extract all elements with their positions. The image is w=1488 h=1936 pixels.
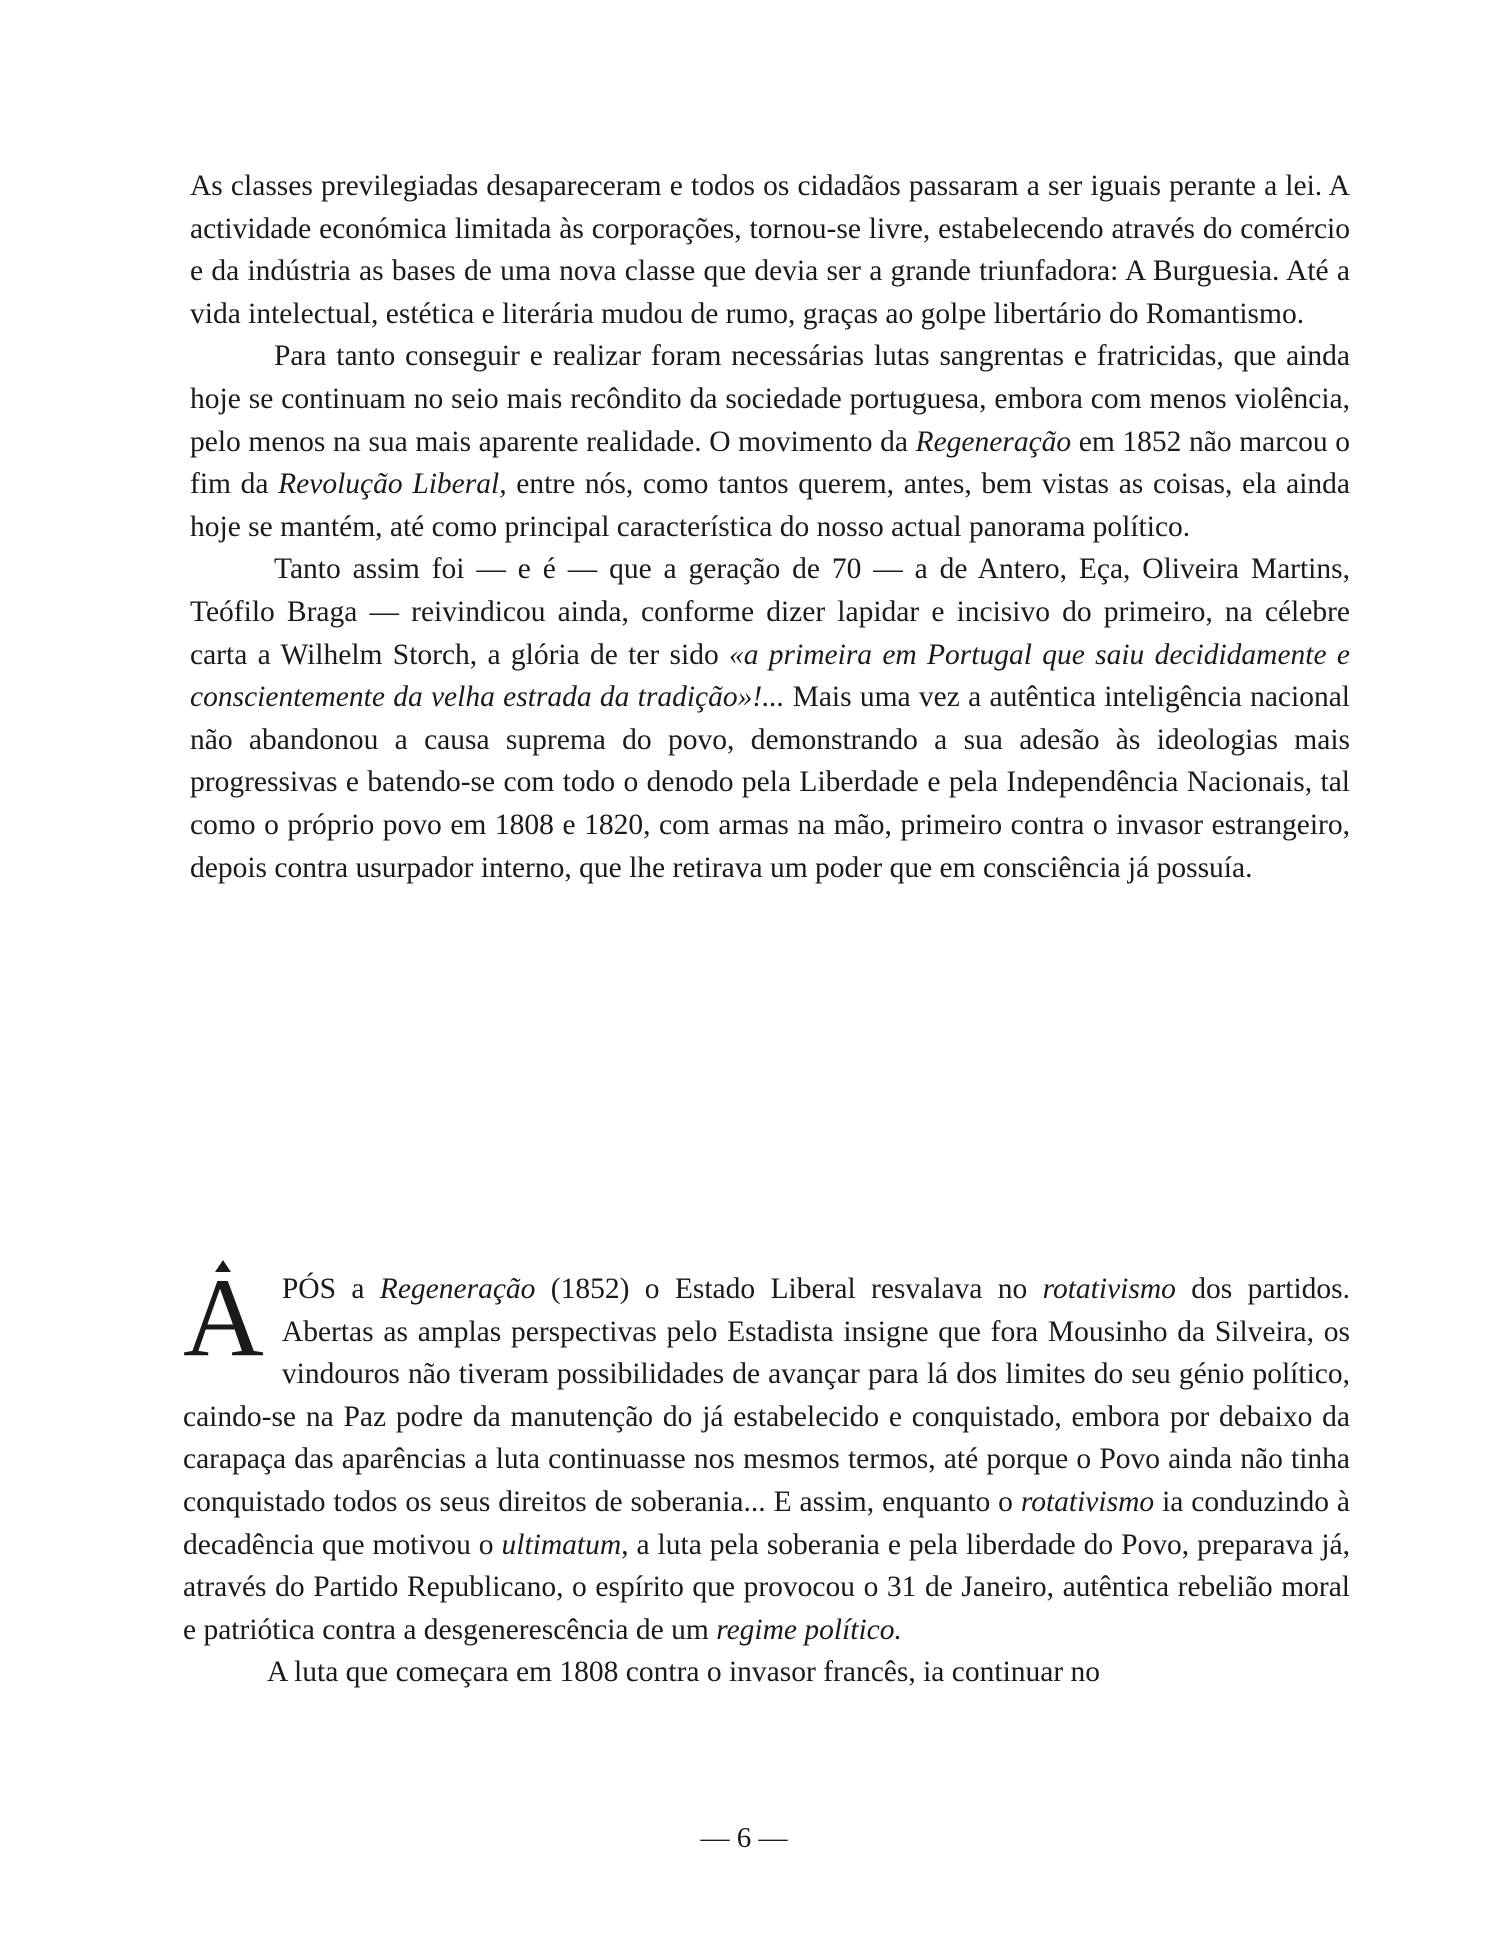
italic-revolucao-liberal: Revolução Liberal,	[278, 468, 507, 501]
paragraph-2-text-c: entre nós, como tantos querem, antes, bem vistas as coisas, ela ainda hoje se mantém, até como principal característica do nosso actual panorama político.	[190, 468, 1351, 543]
paragraph-4-text-e: a luta pela soberania e pela liberdade do Povo, preparava já, através do Partido Republicano, o espírito que provocou o 31 de Janeiro, autêntica rebelião moral e patriótica contra a desgenerescência de um	[183, 1528, 1350, 1646]
italic-ultimatum: ultimatum,	[501, 1528, 629, 1561]
paragraph-4-text-a: PÓS a	[281, 1273, 380, 1305]
paragraph-2-text-a: Para tanto conseguir e realizar foram necessárias lutas sangrentas e fratricidas, que ainda hoje se continuam no seio mais recôndito da sociedade portuguesa, embora com menos violência, pelo menos na sua mais aparente realidade. O movimento da	[190, 340, 1350, 458]
paragraph-5: A luta que começara em 1808 contra o invasor francês, ia continuar no	[267, 1656, 1101, 1689]
paragraph-1: As classes previlegiadas desapareceram e todos os cidadãos passaram a ser iguais perante a lei. A actividade económica limitada às corporações, tornou-se livre, estabelecendo através do comércio e da indústria as bases de uma nova classe que devia ser a grande triunfadora: A Burguesia. Até a vida intelectual, estética e literária mudou de rumo, graças ao golpe libertário do Romantismo.	[190, 170, 1350, 330]
section-liberal-revolution	[190, 165, 1350, 889]
italic-rotativismo-2: rotativismo	[1020, 1485, 1155, 1518]
paragraph-4	[183, 1256, 1350, 1651]
paragraph-2	[190, 335, 1350, 548]
paragraph-2-text-b: em 1852 não marcou o fim da	[190, 425, 1350, 501]
paragraph-4-text-b: (1852) o Estado Liberal resvalava no	[535, 1273, 1043, 1305]
paragraph-3-text-b: Mais uma vez a autêntica inteligência nacional não abandonou a causa suprema do povo, demonstrando a sua adesão às ideologias mais progressivas e batendo-se com todo o denodo pela Liberdade e pela Independência Nacionais, tal como o próprio povo em 1808 e 1820, com armas na mão, primeiro contra o invasor estrangeiro, depois contra usurpador interno, que lhe retirava um poder que em consciência já possuía.	[190, 681, 1351, 884]
italic-rotativismo: rotativismo	[1042, 1273, 1176, 1305]
paragraph-4-text-d: ia conduzindo à decadência que motivou o	[183, 1485, 1350, 1561]
paragraph-3	[190, 548, 1350, 889]
italic-regime-politico: regime político.	[716, 1613, 902, 1646]
italic-regeneracao: Regeneração	[915, 425, 1072, 458]
page-number: — 6 —	[700, 1822, 788, 1854]
drop-cap: A	[183, 1256, 264, 1380]
section-rotativismo	[183, 1256, 1350, 1694]
italic-quotation: «a primeira em Portugal que saiu decididamente e conscientemente da velha estrada da tradição»!...	[190, 638, 1350, 714]
paragraph-3-text-a: Tanto assim foi — e é — que a geração de 70 — a de Antero, Eça, Oliveira Martins, Teófilo Braga — reivindicou ainda, conforme dizer lapidar e incisivo do primeiro, na célebre carta a Wilhelm Storch, a glória de ter sido	[190, 553, 1350, 671]
paragraph-4-text-c: dos partidos. Abertas as amplas perspectivas pelo Estadista insigne que fora Mousinho da Silveira, os vindouros não tiveram possibilidades de avançar para lá dos limites do seu génio político, caindo-se na Paz podre da manutenção do já estabelecido e conquistado, embora por debaixo da carapaça das aparências a luta continuasse nos mesmos termos, até porque o Povo ainda não tinha conquistado todos os seus direitos de soberania... E assim, enquanto o	[183, 1273, 1350, 1518]
italic-regeneracao-2: Regeneração	[379, 1273, 536, 1305]
